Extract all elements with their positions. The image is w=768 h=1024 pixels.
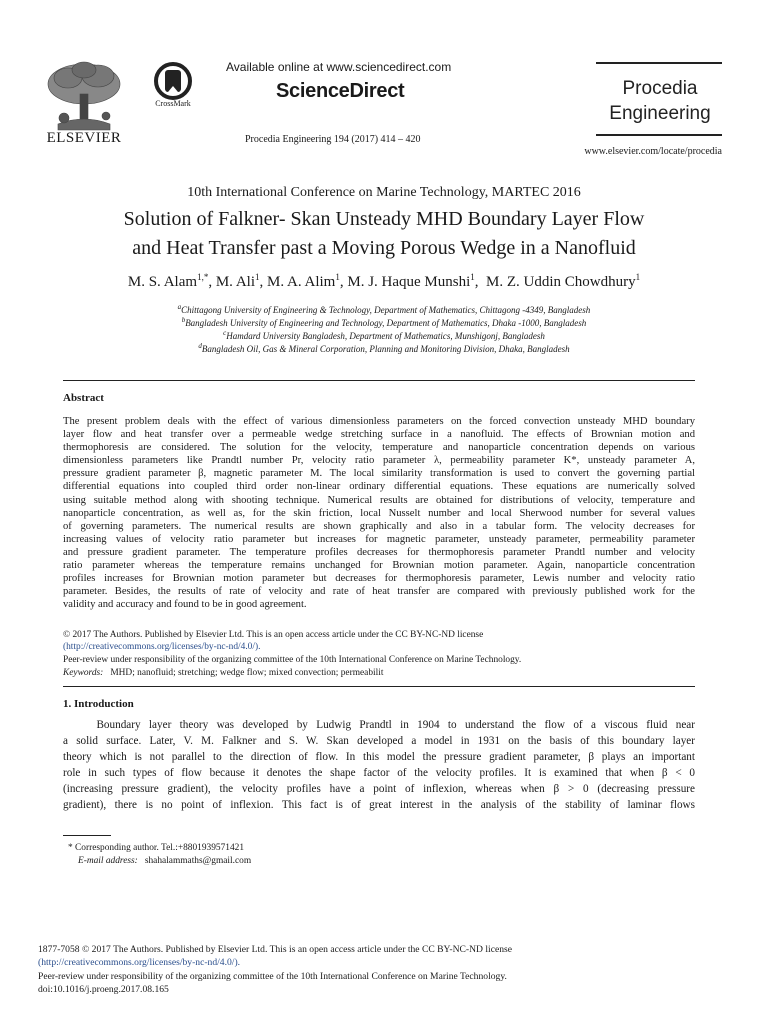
conference-name: 10th International Conference on Marine Technology, MARTEC 2016 [187, 185, 581, 200]
author-sup: 1,* [197, 272, 209, 282]
intro-line: theory which is not parallel to the direction of flow. In this model the pressure gradient parameter, β plays an important [63, 751, 695, 764]
affiliation [0, 303, 768, 315]
corresponding-author-note: * Corresponding author. Tel.:+8801939571421 [68, 843, 245, 853]
abstract-body [63, 415, 695, 611]
affiliation-text: Bangladesh Oil, Gas & Mineral Corporation, Planning and Monitoring Division, Dhaka, Bangladesh [201, 344, 570, 354]
bottom-license-link[interactable]: (http://creativecommons.org/licenses/by-nc-nd/4.0/). [38, 957, 241, 968]
author-name: M. J. Haque Munshi [347, 274, 471, 290]
abstract-rule-top [63, 380, 695, 381]
bottom-license-row [38, 957, 240, 969]
abstract-line: differential equations into coupled third order non-linear ordinary differential equations. These equations are numerically solved [63, 481, 695, 493]
affiliation-text: Bangladesh University of Engineering and Technology, Department of Mathematics, Dhaka -1000, Bangladesh [185, 318, 587, 328]
available-online-text: Available online at www.sciencedirect.com [226, 60, 452, 74]
section-heading-introduction: 1. Introduction [63, 698, 134, 710]
license-link[interactable]: (http://creativecommons.org/licenses/by-nc-nd/4.0/). [63, 642, 261, 652]
keywords-text: MHD; nanofluid; stretching; wedge flow; mixed convection; permeabilit [110, 668, 384, 678]
author-name: M. Ali [215, 274, 255, 290]
abstract-line: parameter. Besides, the results of rate of velocity and rate of heat transfer are compared with previously published work for the [63, 586, 695, 598]
intro-line: Boundary layer theory was developed by Ludwig Prandtl in 1904 to understand the flow of a viscous fluid near [63, 719, 695, 731]
abstract-line: of governing parameters. The numerical results are shown graphically and also in a tabular form. The velocity decreases for [63, 520, 695, 532]
abstract-line: dimensionless parameters like Prandtl number Pr, velocity ratio parameter λ, permeability parameter K*, unsteady parameter A, [63, 455, 695, 467]
email-label: E-mail address: [78, 856, 138, 866]
author-name: M. S. Alam [127, 274, 198, 290]
intro-line: role in such types of flow because it denotes the shape factor of the velocity profiles. It is examined that when β < 0 [63, 767, 695, 780]
sciencedirect-logo[interactable]: ScienceDirect [276, 80, 405, 102]
author-name: M. A. Alim [267, 274, 336, 290]
keywords-label: Keywords: [63, 668, 104, 678]
affiliation-sup: b [181, 316, 186, 324]
abstract-line: ratio parameter whereas the temperature remains unchanged for Brownian motion parameter. Again, nanoparticle concentration [63, 560, 695, 572]
affiliation [0, 342, 768, 354]
doi-text[interactable]: doi:10.1016/j.proeng.2017.08.165 [38, 984, 169, 995]
license-text: © 2017 The Authors. Published by Elsevier Ltd. This is an open access article under the CC BY-NC-ND license [63, 630, 484, 640]
affiliation-sup: d [198, 342, 202, 350]
author-list: M. S. Alam$^{1,*}$, M. Ali$^1$, M. A. Alim$^1$, M. J. Haque Munshi$^1$, M. Z. Uddin Chowdhury$^1$ [127, 272, 641, 290]
footnote-rule [63, 835, 111, 836]
intro-line: a solid surface. Later, V. M. Falkner and S. W. Skan developed a model in 1931 on the basis of this boundary layer [63, 735, 695, 748]
affiliation-text: Chittagong University of Engineering & Technology, Department of Mathematics, Chittagong -4349, Bangladesh [181, 305, 591, 315]
intro-line: gradient), there is no point of inflexion. This fact is of great interest in the analysis of the stability of laminar flows [63, 799, 695, 812]
affiliation-sup: c [223, 329, 227, 337]
author-sup: 1 [255, 272, 260, 282]
peer-review-text: Peer-review under responsibility of the organizing committee of the 10th International Conference on Marine Technology. [63, 655, 522, 665]
abstract-line: The present problem deals with the effect of various dimensionless parameters on the forced convection unsteady MHD boundary [63, 416, 695, 427]
abstract-line: profiles increases for Brownian motion parameter but decreases for thermophoresis parameter, Lewis number and velocity ratio [63, 573, 695, 585]
intro-line: (increasing pressure gradient), the velocity profiles have a point of inflexion, whereas when β > 0 (decreasing pressure [63, 783, 695, 796]
abstract-line: validity and accuracy and found to be in good agreement. [63, 599, 307, 611]
author-name: M. Z. Uddin Chowdhury [486, 274, 636, 290]
bottom-peer-review: Peer-review under responsibility of the organizing committee of the 10th International Conference on Marine Technology. [38, 971, 507, 982]
publisher-name: ELSEVIER [46, 130, 122, 146]
affiliation [0, 329, 768, 341]
abstract-line: thermophoresis are considered. The solution for the velocity, temperature and nanoparticle concentration depends on various [63, 442, 695, 454]
license-link-row [63, 642, 703, 654]
paper-title-line2: and Heat Transfer past a Moving Porous Wedge in a Nanofluid [132, 237, 636, 259]
journal-rule-top [596, 62, 722, 64]
issn-license-line: 1877-7058 © 2017 The Authors. Published by Elsevier Ltd. This is an open access article under the CC BY-NC-ND license [38, 944, 513, 955]
abstract-heading: Abstract [63, 392, 104, 404]
author-sup: 1 [335, 272, 340, 282]
author-sup: 1 [470, 272, 475, 282]
keywords-rule [63, 686, 695, 687]
abstract-line: using suitable method along with shooting technique. Numerical results are obtained for distributions of velocity, temperature and [63, 494, 695, 506]
affiliation-text: Hamdard University Bangladesh, Department of Mathematics, Munshigonj, Bangladesh [226, 331, 545, 341]
introduction-body [63, 717, 695, 814]
email-address[interactable]: shahalammaths@gmail.com [144, 856, 252, 866]
paper-title-line1: Solution of Falkner- Skan Unsteady MHD Boundary Layer Flow [123, 208, 645, 230]
affiliation-sup: a [177, 303, 182, 311]
journal-name-line1: Procedia [622, 78, 698, 99]
abstract-line: nanoparticle concentration, as well as, for the skin friction, local Nusselt number and local Sherwood number for several values [63, 507, 695, 519]
journal-url-link[interactable]: www.elsevier.com/locate/procedia [584, 146, 722, 157]
keywords-row [63, 668, 703, 680]
journal-reference: Procedia Engineering 194 (2017) 414 – 420 [245, 134, 421, 145]
abstract-line: and pressure gradient parameter. The temperature profiles decreases for thermophoresis parameter Prandtl number and velocity [63, 546, 695, 558]
abstract-line: increasing values of velocity ratio parameter but increases for magnetic parameter, unsteady parameter, permeability parameter [63, 533, 695, 545]
affiliation [0, 316, 768, 328]
crossmark-label: CrossMark [155, 99, 191, 108]
author-sup: 1 [635, 272, 641, 282]
email-note [78, 856, 251, 866]
abstract-line: pressure gradient parameter β, magnetic parameter M. The local similarity transformation is used to convert the governing partial [63, 468, 695, 480]
abstract-line: layer flow and heat transfer over a permeable wedge stretching surface in a nanofluid. The effects of Brownian motion and [63, 429, 695, 441]
journal-rule-bottom [596, 134, 722, 136]
journal-name-line2: Engineering [609, 103, 711, 124]
